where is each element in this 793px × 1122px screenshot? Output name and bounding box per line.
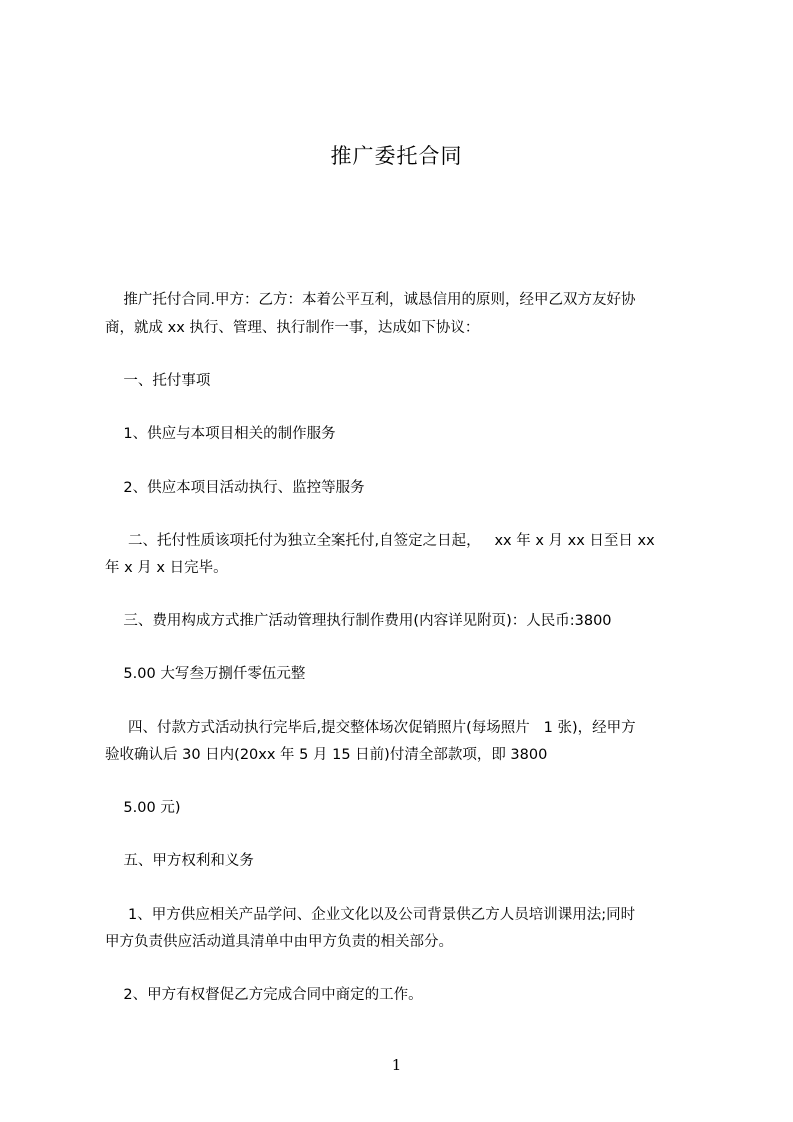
paragraph-party-a-duty-line-1: 1、甲方供应相关产品学问、企业文化以及公司背景供乙方人员培训课用法;同时 (105, 907, 636, 923)
list-item-production-service: 1、供应与本项目相关的制作服务 (105, 426, 336, 442)
paragraph-payment-line-2: 验收确认后 30 日内(20xx 年 5 月 15 日前)付清全部款项，即 3800 (105, 747, 548, 763)
page-number: 1 (391, 1056, 402, 1074)
paragraph-payment-amount: 5.00 元) (105, 800, 181, 816)
section-heading-entrusted-matters: 一、托付事项 (105, 373, 211, 389)
paragraph-intro-line-2: 商，就成 xx 执行、管理、执行制作一事，达成如下协议： (105, 320, 480, 336)
list-item-execution-service: 2、供应本项目活动执行、监控等服务 (105, 480, 365, 496)
section-heading-party-a-rights: 五、甲方权利和义务 (105, 853, 254, 869)
document-title: 推广委托合同 (330, 144, 463, 168)
paragraph-fees-amount: 5.00 大写叁万捌仟零伍元整 (105, 666, 306, 682)
paragraph-nature-line-2: 年 x 月 x 日完毕。 (105, 560, 228, 576)
paragraph-intro-line-1: 推广托付合同.甲方：乙方：本着公平互利，诚恳信用的原则，经甲乙双方友好协 (105, 292, 636, 308)
paragraph-party-a-right: 2、甲方有权督促乙方完成合同中商定的工作。 (105, 987, 423, 1003)
paragraph-payment-line-1: 四、付款方式活动执行完毕后,提交整体场次促销照片(每场照片 1 张)，经甲方 (105, 720, 636, 736)
paragraph-party-a-duty-line-2: 甲方负责供应活动道具清单中由甲方负责的相关部分。 (105, 934, 453, 950)
paragraph-fees: 三、费用构成方式推广活动管理执行制作费用(内容详见附页)：人民币:3800 (105, 613, 612, 629)
paragraph-nature-line-1: 二、托付性质该项托付为独立全案托付,自签定之日起， xx 年 x 月 xx 日至日 xx (105, 533, 655, 549)
